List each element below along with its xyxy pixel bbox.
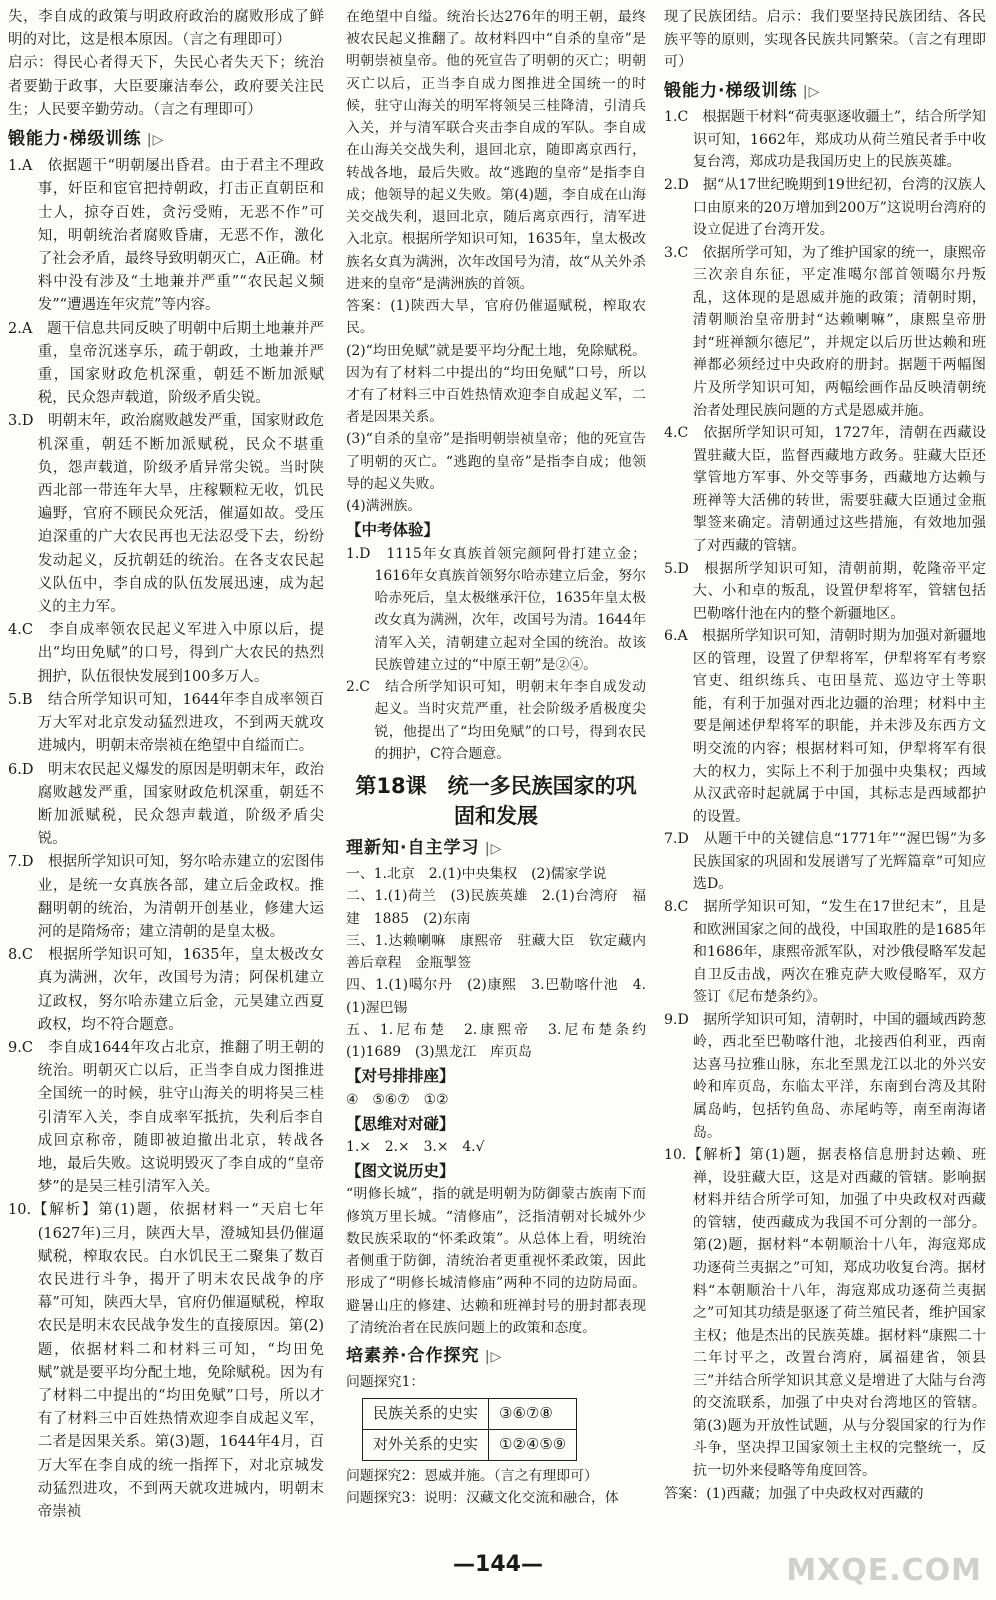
- section-heading: 理新知·自主学习 |▷: [346, 837, 646, 860]
- text-paragraph: 1.× 2.× 3.× 4.√: [346, 1139, 485, 1156]
- question-item: 2.C 结合所学知识可知，明朝末年李自成发动起义。当时灾荒严重，社会阶级矛盾极度尖锐，他提出了“均田免赋”的口号，得到农民的拥护，C符合题意。: [346, 679, 646, 762]
- table-row: [363, 1429, 577, 1460]
- question-item: 3.D 明朝末年，政治腐败越发严重，国家财政危机深重，朝廷不断加派赋税，民众不堪重负，怨声载道，阶级矛盾异常尖锐。当时陕西北部一带连年大旱，庄稼颗粒无收，饥民遍野，官府不顾民众死活，催逼如故。受压迫深重的广大农民再也无法忍受下去，纷纷发动起义，反抗朝廷的统治。在各支农民起义队伍中，李自成的队伍发展迅速，成为起义的主力军。: [8, 413, 324, 616]
- question-item: 4.C 依据所学知识可知，1727年，清朝在西藏设置驻藏大臣，监督西藏地方政务。驻藏大臣还掌管地方军事、外交等事务，西藏地方达赖与班禅等大活佛的转世，需要驻藏大臣通过金瓶掣签来确定。清朝通过这些措施，有效地加强了对西藏的管辖。: [664, 425, 986, 554]
- text-paragraph: “明修长城”，指的就是明朝为防御蒙古族南下而修筑万里长城。“清修庙”，泛指清朝对长城外少数民族采取的“怀柔政策”。从总体上看，明统治者侧重于防御，清统治者更重视怀柔政策，因此形成了“明修长城清修庙”两种不同的边防局面。避暑山庄的修建、达赖和班禅封号的册封都表现了清统治者在民族问题上的政策和态度。: [346, 1186, 646, 1336]
- text-paragraph: 问题探究3：说明：汉藏文化交流和融合，体: [346, 1489, 619, 1506]
- question-item: 10.【解析】第(1)题，据表格信息册封达赖、班禅，设驻藏大臣，这是对西藏的管辖。影响据材料并结合所学可知，加强了中央政权对西藏的管辖，使西藏成为我国不可分割的一部分。第(2)题，据材料“本朝顺治十八年，海寇郑成功逐荷兰夷据之”可知，郑成功收复台湾。据材料“本朝顺治十八年，海寇郑成功逐荷兰夷据之”可知其功绩是驱逐了荷兰殖民者，维护国家主权；他是杰出的民族英雄。据材料“康熙二十二年讨平之，改置台湾府，属福建省，领县三”并结合所学知识其意义是增进了大陆与台湾的交流联系，加强了中央对台湾地区的管辖。第(3)题为开放性试题，从与分裂国家的行为作斗争，坚决捍卫国家领土主权的完整统一，反抗一切外来侵略等角度回答。: [664, 1147, 986, 1479]
- text-paragraph: (4)满洲族。: [346, 498, 422, 515]
- question-item: 1.A 依据题干“明朝屡出昏君。由于君主不理政事，奸臣和宦官把持朝政，打击正直朝臣和士人，掠夺百姓，贪污受贿，无恶不作”可知，明朝统治者腐败昏庸，无恶不作，激化了社会矛盾，最终导致明朝灭亡，A正确。材料中没有涉及“土地兼并严重”“农民起义频发”“遭遇连年灾荒”等内容。: [8, 158, 324, 314]
- question-item: 4.C 李自成率领农民起义军进入中原以后，提出“均田免赋”的口号，得到广大农民的热烈拥护，队伍很快发展到100多万人。: [8, 622, 324, 685]
- text-paragraph: 答案：(1)西藏；加强了中央政权对西藏的: [664, 1485, 924, 1502]
- subsection-tag: 【中考体验】: [346, 521, 440, 540]
- question-item: 6.A 根据所学知识可知，清朝时期为加强对新疆地区的管理，设置了伊犁将军，伊犁将军有考察官吏、组织练兵、屯田垦荒、巡边守土等职能，有利于加强对西北边疆的治理；材料中主要是阐述伊犁将军的职能，并未涉及东西方文明交流的内容；根据材料可知，伊犁将军有很大的权力，实际上不利于加强中央集权；西域从汉武帝时起就属于中国，其标志是西域都护的设置。: [664, 628, 986, 825]
- text-paragraph: 现了民族团结。启示：我们要坚持民族团结、各民族平等的原则，实现各民族共同繁荣。（言之有理即可）: [664, 9, 986, 71]
- subsection-tag: 【图文说历史】: [346, 1162, 455, 1181]
- table-cell: ③⑥⑦⑧: [489, 1398, 577, 1429]
- question-item: 7.D 根据所学知识可知，努尔哈赤建立的宏图伟业，是统一女真族各部，建立后金政权。推翻明朝的统治，为清朝开创基业，修建大运河的是隋炀帝；建立清朝的是皇太极。: [8, 854, 324, 940]
- text-paragraph: 失，李自成的政策与明政府政治的腐败形成了鲜明的对比，这是根本原因。（言之有理即可）: [8, 9, 324, 49]
- table-cell: ①②④⑤⑨: [489, 1429, 577, 1460]
- question-item: 3.C 依据所学可知，为了维护国家的统一，康熙帝三次亲自东征，平定准噶尔部首领噶尔丹叛乱，这体现的是恩威并施的政策；清朝时期，清朝顺治皇帝册封“达赖喇嘛”，康熙皇帝册封“班禅额尔德尼”，并规定以后历世达赖和班禅都必须经过中央政府的册封。据题干两幅图片及所学知识可知，两幅绘画作品反映清朝统治者处理民族问题的方式是恩威并施。: [664, 244, 986, 419]
- section-heading: 锻能力·梯级训练 |▷: [8, 128, 324, 152]
- question-item: 2.A 题干信息共同反映了明朝中后期土地兼并严重，皇帝沉迷享乐，疏于朝政，土地兼并严重，国家财政危机深重，朝廷不断加派赋税，民众怨声载道，阶级矛盾尖锐。: [8, 320, 324, 407]
- text-paragraph: 答案：(1)陕西大旱，官府仍催逼赋税，榨取农民。: [346, 298, 646, 337]
- text-paragraph: ④ ⑤⑥⑦ ①②: [346, 1091, 449, 1108]
- text-paragraph: 三、1.达赖喇嘛 康熙帝 驻藏大臣 钦定藏内善后章程 金瓶掣签: [346, 932, 646, 972]
- text-paragraph: 二、1.(1)荷兰 (3)民族英雄 2.(1)台湾府 福建 1885 (2)东南: [346, 888, 646, 927]
- question-item: 8.C 根据所学知识可知，1635年，皇太极改女真为满洲，次年，改国号为清；阿保机建立辽政权，努尔哈赤建立后金，元昊建立西夏政权，均不符合题意。: [8, 947, 324, 1033]
- text-paragraph: 四、1.(1)噶尔丹 (2)康熙 3.巴勒喀什池 4.(1)渥巴锡: [346, 977, 646, 1016]
- subsection-tag: 【思维对对碰】: [346, 1114, 455, 1133]
- page-number: —144—: [453, 1552, 543, 1577]
- question-item: 9.C 李自成1644年攻占北京，推翻了明王朝的统治。明朝灭亡以后，正当李自成力图推进全国统一的时候，驻守山海关的明将吴三桂引清军入关，李自成率军抵抗，失利后李自成回京称帝，随即被迫撤出北京，转战各地，最后失败。这说明毁灭了李自成的“皇帝梦”的是吴三桂引清军入关。: [8, 1039, 324, 1196]
- table-row-header: 民族关系的史实: [363, 1398, 489, 1429]
- table-row-header: 对外关系的史实: [363, 1429, 489, 1460]
- text-paragraph: 问题探究2：恩威并施。（言之有理即可）: [346, 1467, 598, 1484]
- text-paragraph: 一、1.北京 2.(1)中央集权 (2)儒家学说: [346, 866, 607, 883]
- subsection-tag: 【对号排排座】: [346, 1067, 455, 1086]
- question-item: 8.C 据所学知识可知，“发生在17世纪末”，且是和欧洲国家之间的战役，中国取胜的是1685年和1686年，康熙帝派军队，对沙俄侵略军发起自卫反击战，两次在雅克萨大败侵略军，双方签订《尼布楚条约》。: [664, 898, 986, 1006]
- question-item: 1.D 1115年女真族首领完颜阿骨打建立金；1616年女真族首领努尔哈赤建立后金，努尔哈赤死后，皇太极继承汗位，1635年皇太极改女真为满洲，次年，改国号为清。1644年清军入关，清朝建立起对全国的统治。故该民族曾建立过的“中原王朝”是②④。: [346, 545, 646, 673]
- text-paragraph: 问题探究1：: [346, 1374, 425, 1391]
- question-item: 9.D 据所学知识可知，清朝时，中国的疆域西跨葱岭，西北至巴勒喀什池，北接西伯利亚，西南达喜马拉雅山脉，东北至黑龙江以北的外兴安岭和库页岛，东临太平洋，东南到台湾及其附属岛屿，包括钓鱼岛、赤尾屿等，南至南海诸岛。: [664, 1011, 986, 1141]
- question-item: 7.D 从题干中的关键信息“1771年”“渥巴锡”为多民族国家的巩固和发展谱写了光辉篇章”可知应选D。: [664, 831, 986, 893]
- question-item: 10.【解析】第(1)题，依据材料一“天启七年(1627年)三月，陕西大旱，澄城知县仍催逼赋税，榨取农民。白水饥民王二聚集了数百农民进行斗争，揭开了明末农民战争的序幕”可知，陕西大旱，官府仍催逼赋税，榨取农民是明末农民战争发生的直接原因。第(2)题，依据材料二和材料三可知，“均田免赋”就是要平均分配土地，免除赋税。因为有了材料二中提出的“均田免赋”口号，所以才有了材料三中百姓热情欢迎李自成起义军，二者是因果关系。第(3)题，1644年4月，百万大军在李自成的统一指挥下，对北京城发动猛烈进攻，不到两天就攻进城内，明朝末帝崇祯: [8, 1202, 324, 1520]
- text-paragraph: 启示：得民心者得天下，失民心者失天下；统治者要勤于政事，大臣要廉洁奉公，政府要关注民生；人民要辛勤劳动。（言之有理即可）: [8, 55, 324, 118]
- lesson-title: 第18课 统一多民族国家的巩固和发展: [355, 773, 637, 828]
- column-right: [664, 6, 986, 1505]
- column-middle: [346, 6, 660, 1509]
- watermark: MXQE.COM: [786, 1553, 982, 1588]
- table-row: [363, 1398, 577, 1429]
- text-paragraph: (2)“均田免赋”就是要平均分配土地，免除赋税。因为有了材料二中提出的“均田免赋”口号，所以才有了材料三中百姓热情欢迎李自成起义军，二者是因果关系。: [346, 342, 646, 426]
- question-item: 1.C 根据题干材料“荷夷驱逐收疆土”，结合所学知识可知，1662年，郑成功从荷兰殖民者手中收复台湾，郑成功是我国历史上的民族英雄。: [664, 109, 986, 171]
- relations-table: [362, 1398, 577, 1461]
- column-left: [8, 6, 324, 1524]
- question-item: 6.D 明末农民起义爆发的原因是明朝末年，政治腐败越发严重，国家财政危机深重，朝廷不断加派赋税，民众怨声载道，阶级矛盾尖锐。: [8, 761, 324, 848]
- question-item: 5.B 结合所学知识可知，1644年李自成率领百万大军对北京发动猛烈进攻，不到两天就攻进城内，明朝末帝崇祯在绝望中自缢而亡。: [8, 691, 324, 755]
- section-heading: 锻能力·梯级训练 |▷: [664, 80, 986, 104]
- text-paragraph: 在绝望中自缢。统治长达276年的明王朝，最终被农民起义推翻了。故材料四中“自杀的皇帝”是明朝崇祯皇帝。他的死宣告了明朝的灭亡；明朝灭亡以后，正当李自成力图推进全国统一的时候，驻守山海关的明军将领吴三桂降清，引清兵入关，并与清军联合夹击李自成的军队。李自成在山海关交战失利，退回北京，随即离京西行，转战各地，最后失败。故“逃跑的皇帝”是指李自成；他领导的起义失败。第(4)题，李自成在山海关交战失利，退回北京，随后离京西行，清军进入北京。根据所学知识可知，1635年，皇太极改族名女真为满洲，次年改国号为清，故“从关外杀进来的皇帝”是满洲族的首领。: [346, 9, 646, 292]
- section-heading: 培素养·合作探究 |▷: [346, 1345, 646, 1368]
- question-item: 2.D 据“从17世纪晚期到19世纪初，台湾的汉族人口由原来的20万增加到200万”这说明台湾府的设立促进了台湾开发。: [664, 176, 986, 239]
- question-item: 5.D 根据所学知识可知，清朝前期，乾隆帝平定大、小和卓的叛乱，设置伊犁将军，管辖包括巴勒喀什池在内的整个新疆地区。: [664, 560, 986, 622]
- text-paragraph: 五、1.尼布楚 2.康熙帝 3.尼布楚条约 (1)1689 (3)黑龙江 库页岛: [346, 1021, 660, 1061]
- text-paragraph: (3)“自杀的皇帝”是指明朝崇祯皇帝；他的死宣告了明朝的灭亡。“逃跑的皇帝”是指李自成；他领导的起义失败。: [346, 431, 646, 492]
